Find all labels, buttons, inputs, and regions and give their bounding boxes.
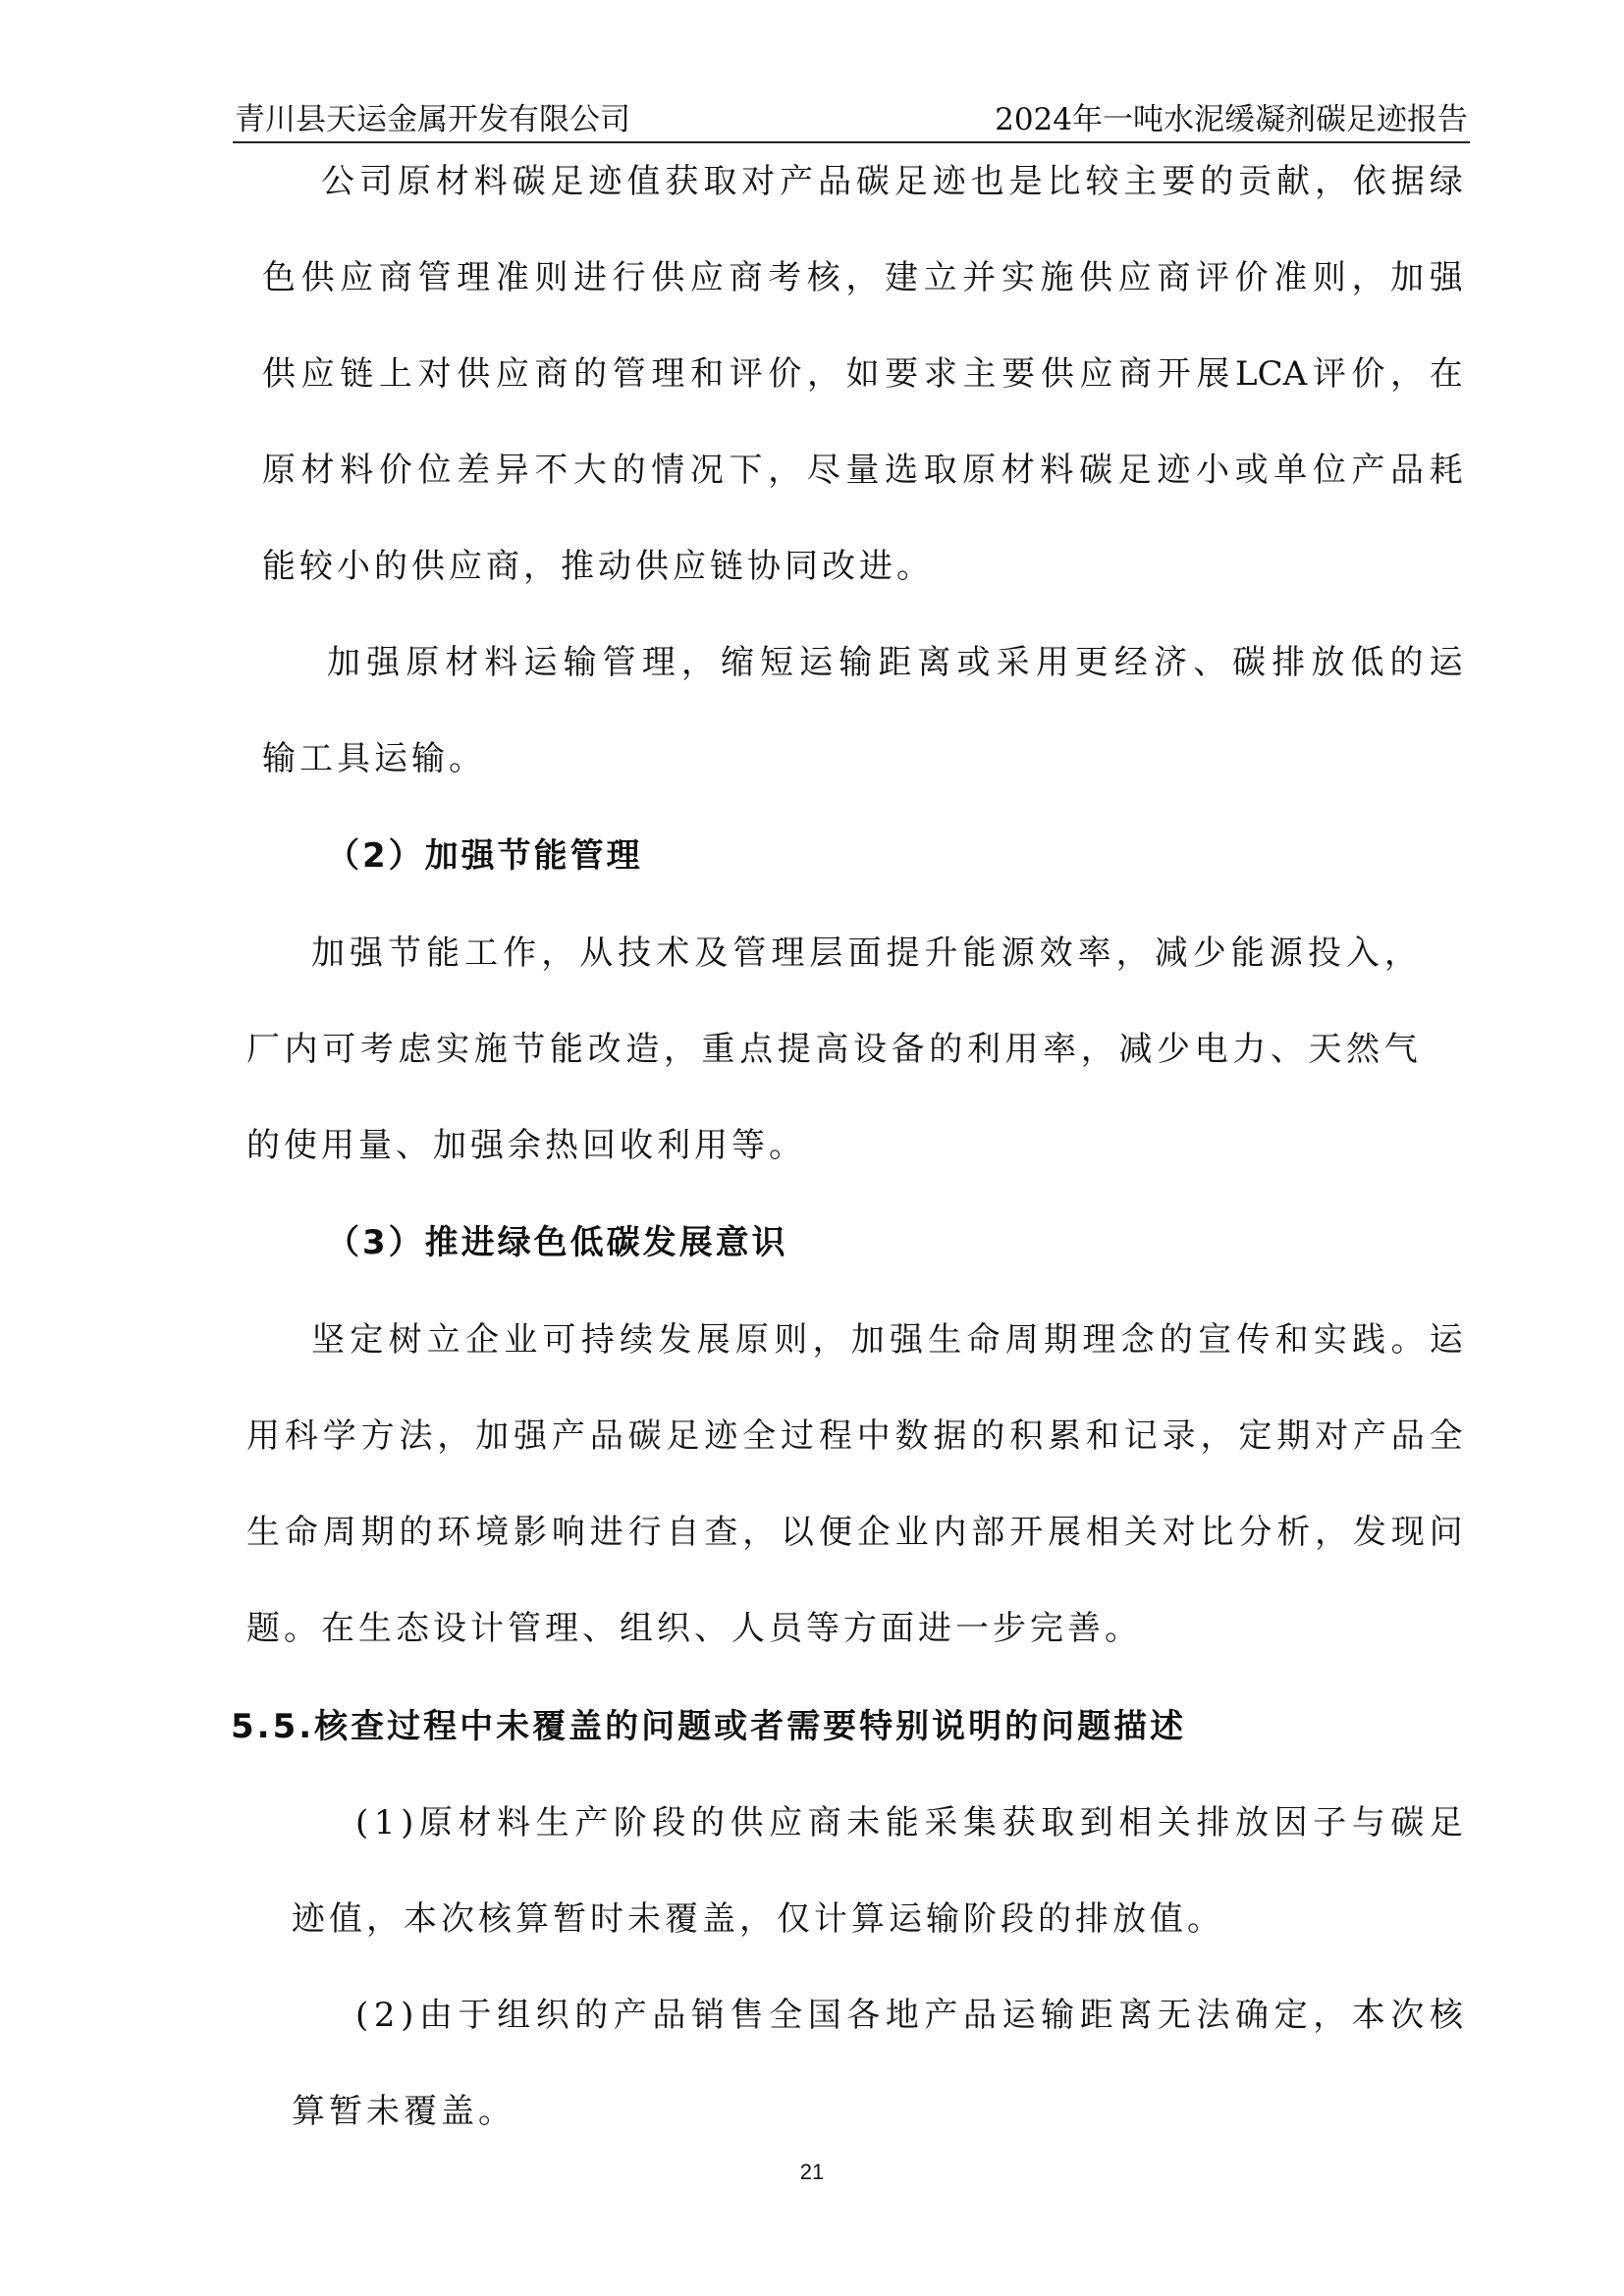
text-line: 能较小的供应商，推动供应链协同改进。 [262, 547, 934, 586]
text-line: 用 科 学 方 法 ， 加 强 产 品 碳 足 迹 全 过 程 中 数 据 的 积 累 和 记 录 ， 定 期 对 产 品 全 [246, 1416, 1463, 1456]
text-line: 厂 内 可 考 虑 实 施 节 能 改 造 ， 重 点 提 高 设 备 的 利 用 率 ， 减 少 电 力 、 天 然 气 [246, 1030, 1418, 1069]
text-line: ( 1 ) 原 材 料 生 产 阶 段 的 供 应 商 未 能 采 集 获 取 到 相 关 排 放 因 子 与 碳 足 [355, 1803, 1463, 1842]
page-number: 21 [799, 2160, 825, 2184]
text-line: 坚 定 树 立 企 业 可 持 续 发 展 原 则 ， 加 强 生 命 周 期 理 念 的 宣 传 和 实 践 。 运 [311, 1320, 1463, 1360]
text-line: 加 强 节 能 工 作 ， 从 技 术 及 管 理 层 面 提 升 能 源 效 率 ， 减 少 能 源 投 入 ， [311, 934, 1418, 973]
section-heading-5-5: 5.5.核查过程中未覆盖的问题或者需要特别说明的问题描述 [231, 1707, 1187, 1746]
text-line: 加 强 原 材 料 运 输 管 理 ， 缩 短 运 输 距 离 或 采 用 更 经 济 、 碳 排 放 低 的 运 [327, 643, 1463, 682]
header-report-title: 2024年一吨水泥缓凝剂碳足迹报告 [995, 102, 1468, 137]
subheading-energy-saving: （2）加强节能管理 [326, 836, 643, 876]
text-line: 供 应 链 上 对 供 应 商 的 管 理 和 评 价 ， 如 要 求 主 要 供 应 商 开 展 LCA 评 价 ， 在 [262, 354, 1463, 394]
text-line: 输工具运输。 [262, 739, 486, 778]
text-line: 算暂未覆盖。 [292, 2092, 515, 2131]
text-line: 题。在生态设计管理、组织、人员等方面进一步完善。 [246, 1609, 1142, 1648]
text-line: 原 材 料 价 位 差 异 不 大 的 情 况 下 ， 尽 量 选 取 原 材 料 碳 足 迹 小 或 单 位 产 品 耗 [262, 451, 1463, 490]
subheading-green-development: （3）推进绿色低碳发展意识 [326, 1223, 788, 1262]
text-line: 迹值，本次核算暂时未覆盖，仅计算运输阶段的排放值。 [292, 1899, 1224, 1939]
page-header [233, 98, 1470, 143]
text-line: 的使用量、加强余热回收利用等。 [246, 1126, 806, 1165]
text-line: 色 供 应 商 管 理 准 则 进 行 供 应 商 考 核 ， 建 立 并 实 施 供 应 商 评 价 准 则 ， 加 强 [262, 258, 1463, 297]
text-line: ( 2 ) 由 于 组 织 的 产 品 销 售 全 国 各 地 产 品 运 输 距 离 无 法 确 定 ， 本 次 核 [355, 1996, 1463, 2035]
text-line: 生 命 周 期 的 环 境 影 响 进 行 自 查 ， 以 便 企 业 内 部 开 展 相 关 对 比 分 析 ， 发 现 问 [246, 1513, 1463, 1552]
text-line: 公 司 原 材 料 碳 足 迹 值 获 取 对 产 品 碳 足 迹 也 是 比 较 主 要 的 贡 献 ， 依 据 绿 [321, 162, 1463, 201]
header-company: 青川县天运金属开发有限公司 [235, 102, 630, 137]
